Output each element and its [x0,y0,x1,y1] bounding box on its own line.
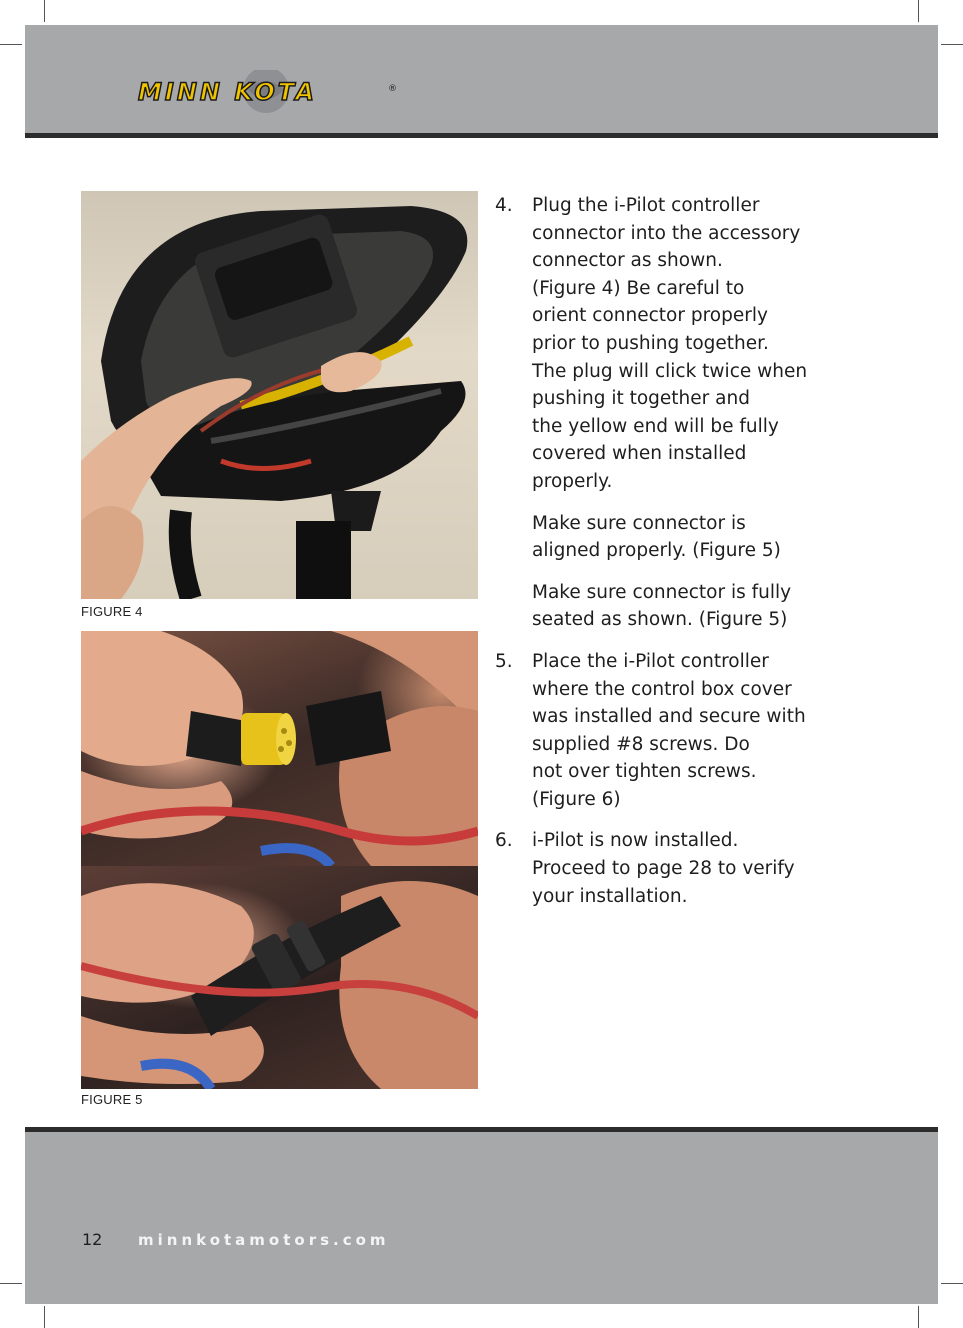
logo-text: MINN KOTA [138,78,317,106]
crop-mark [918,1306,919,1328]
website-url: minnkotamotors.com [138,1231,390,1249]
step-5-text: Place the i-Pilot controller where the control box cover was installed and secure with supplied #8 screws. Do not over tighten screws. (Figure 6) [532,650,806,810]
instruction-steps [495,192,815,924]
crop-mark [0,1283,22,1284]
figure-4-caption: FIGURE 4 [81,604,143,619]
header-rule [25,133,938,138]
trolling-motor-head-illustration [81,191,478,599]
figure-5-photo-seated [81,866,478,1089]
footer-band [25,1132,938,1304]
page-number: 12 [82,1230,103,1249]
crop-mark [918,0,919,22]
step-4 [495,192,815,496]
crop-mark [941,44,963,45]
step-number: 4. [495,195,513,216]
step-4-note-seated: Make sure connector is fully seated as shown. (Figure 5) [532,581,792,631]
crop-mark [0,44,22,45]
step-4-text: Plug the i-Pilot controller connector into the accessory connector as shown. (Figure 4) Be careful to orient connector properly prior to pushing together. The plug will click twice when pushing it together and the yellow end will be fully covered when installed properly. [532,195,808,492]
crop-mark [44,0,45,22]
connector-alignment-illustration [81,631,478,866]
figure-5-caption: FIGURE 5 [81,1092,143,1107]
figure-5-photo-aligned [81,631,478,866]
crop-mark [44,1306,45,1328]
step-number: 5. [495,650,513,672]
step-number: 6. [495,830,513,852]
step-6-text: i-Pilot is now installed. Proceed to page 28 to verify your installation. [532,830,795,907]
connector-seated-illustration [81,866,478,1089]
minn-kota-logo [138,70,398,120]
step-5 [495,648,815,814]
crop-mark [941,1283,963,1284]
registered-mark: ® [388,84,397,94]
step-6 [495,827,815,910]
figure-4-photo [81,191,478,599]
step-4-note-alignment: Make sure connector is aligned properly. (Figure 5) [532,512,781,562]
